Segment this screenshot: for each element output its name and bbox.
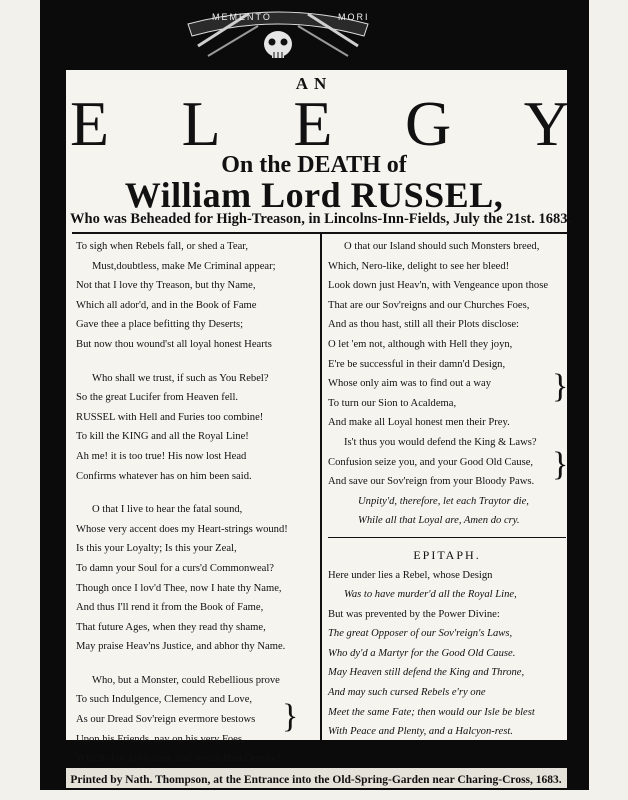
poem-line: O that our Island should such Monsters breed, bbox=[344, 241, 540, 252]
poem-line: Upon his Friends, nay on his very Foes, bbox=[76, 733, 245, 745]
poem-line: As our Dread Sov'reign evermore bestows bbox=[76, 714, 256, 726]
poem-line: To damn your Soul for a curs'd Commonweal? bbox=[76, 562, 274, 574]
poem-line: Look down just Heav'n, with Vengeance upon those bbox=[328, 280, 549, 292]
mourning-border-left bbox=[40, 40, 66, 758]
elegy-letter: G bbox=[404, 88, 452, 159]
poem-line: To such Indulgence, Clemency and Love, bbox=[76, 694, 253, 706]
elegy-letter: Y bbox=[523, 88, 570, 159]
poem-line: That are our Sov'reigns and our Churches Foes, bbox=[328, 299, 530, 311]
epitaph-line: The great Opposer of our Sov'reign's Laws, bbox=[328, 628, 513, 640]
title-on-the-death: On the DEATH of bbox=[221, 152, 407, 178]
poem-line: Not that I love thy Treason, but thy Name, bbox=[76, 280, 256, 292]
poem-line: Gave thee a place befitting thy Deserts; bbox=[76, 319, 244, 331]
epitaph-line: And may such cursed Rebels e'ry one bbox=[328, 687, 486, 699]
poem-line: Whose very accent does my Heart-strings wound! bbox=[76, 523, 288, 535]
epitaph-line: But was prevented by the Power Divine: bbox=[328, 608, 500, 620]
stanza-4 bbox=[76, 671, 316, 769]
column-divider bbox=[320, 234, 322, 740]
poem-line: Confirms whatever has on him been said. bbox=[76, 470, 252, 482]
poem-line: Which all ador'd, and in the Book of Fame bbox=[76, 299, 257, 311]
brace-mark: } bbox=[552, 368, 569, 405]
poem-line: And thus I'll rend it from the Book of Fame, bbox=[76, 602, 264, 614]
poem-line: Which, Nero-like, delight to see her bleed! bbox=[328, 260, 510, 272]
stanza-1 bbox=[76, 237, 316, 355]
stanza-2 bbox=[76, 369, 316, 487]
poem-line: Confusion seize you, and your Good Old Cause, bbox=[328, 456, 534, 468]
poem-line: Must,doubtless, make Me Criminal appear; bbox=[92, 260, 276, 272]
poem-line: And save our Sov'reign from your Bloody Paws. bbox=[328, 476, 535, 488]
epitaph-line: Was to have murder'd all the Royal Line, bbox=[344, 589, 517, 601]
poem-line: So the great Lucifer from Heaven fell. bbox=[76, 392, 239, 404]
ribbon-text-left: MEMENTO bbox=[212, 12, 272, 22]
poem-line: Who, but a Monster, could Rebellious prove bbox=[92, 674, 280, 686]
poem-line: Which slew his Father, and would Him Depose? bbox=[76, 753, 281, 765]
ribbon-text-right: MORI bbox=[338, 12, 370, 22]
poem-line: Is this your Loyalty; Is this your Zeal, bbox=[76, 543, 237, 555]
epitaph-rule bbox=[328, 537, 566, 538]
printer-imprint: Printed by Nath. Thompson, at the Entrance into the Old-Spring-Garden near Charing-Cross, 1683. bbox=[70, 774, 562, 786]
poem-line: May praise Heav'ns Justice, and abhor thy Name. bbox=[76, 641, 286, 653]
epitaph-title: EPITAPH. bbox=[413, 547, 481, 562]
title-an: AN bbox=[295, 74, 333, 93]
epitaph-line: Meet the same Fate; then would our Isle be blest bbox=[328, 706, 535, 718]
poem-line: To turn our Sion to Acaldema, bbox=[328, 397, 457, 409]
title-elegy bbox=[70, 88, 570, 159]
poem-line: Unpity'd, therefore, let each Traytor die, bbox=[358, 495, 529, 507]
brace-mark: } bbox=[552, 446, 569, 483]
subtitle: Who was Beheaded for High-Treason, in Lincolns-Inn-Fields, July the 21st. 1683. bbox=[70, 211, 572, 227]
stanza-gap bbox=[76, 486, 316, 500]
epitaph-line: May Heaven still defend the King and Throne, bbox=[328, 667, 525, 679]
poem-line: RUSSEL with Hell and Furies too combine! bbox=[76, 411, 264, 423]
elegy-letter: E bbox=[70, 88, 110, 159]
epitaph-line: Here under lies a Rebel, whose Design bbox=[328, 569, 493, 581]
poem-line: To sigh when Rebels fall, or shed a Tear, bbox=[76, 241, 249, 252]
poem-line: Ah me! it is too true! His now lost Head bbox=[76, 450, 247, 462]
poem-line: Is't thus you would defend the King & Laws? bbox=[344, 436, 537, 448]
title-name: William Lord RUSSEL, bbox=[124, 175, 504, 215]
brace-mark: } bbox=[282, 698, 299, 735]
poem-line: While all that Loyal are, Amen do cry. bbox=[358, 515, 520, 527]
stanza-gap bbox=[76, 657, 316, 671]
stanza-3 bbox=[76, 500, 316, 657]
poem-line: Though once I lov'd Thee, now I hate thy Name, bbox=[76, 582, 282, 594]
poem-line: E're be successful in their damn'd Design, bbox=[328, 358, 506, 370]
stanza-gap bbox=[76, 355, 316, 369]
mourning-border-right bbox=[567, 40, 589, 758]
epitaph-line: Who dy'd a Martyr for the Good Old Cause. bbox=[328, 647, 516, 659]
left-column bbox=[76, 237, 316, 769]
poem-line: To kill the KING and all the Royal Line! bbox=[76, 431, 249, 443]
poem-line: But now thou wound'st all loyal honest Hearts bbox=[76, 338, 272, 350]
elegy-letter: E bbox=[293, 88, 333, 159]
poem-line: Who shall we trust, if such as You Rebel? bbox=[92, 372, 269, 384]
poem-line: Whose only aim was to find out a way bbox=[328, 378, 491, 390]
right-column bbox=[328, 237, 569, 742]
poem-line: That future Ages, when they read thy shame, bbox=[76, 621, 266, 633]
poem-line: O let 'em not, although with Hell they joyn, bbox=[328, 338, 513, 350]
poem-line: And make all Loyal honest men their Prey. bbox=[328, 417, 510, 429]
poem-line: And as thou hast, still all their Plots disclose: bbox=[328, 319, 519, 331]
epitaph-line: With Peace and Plenty, and a Halcyon-rest. bbox=[328, 726, 513, 738]
poem-line: O that I live to hear the fatal sound, bbox=[92, 504, 243, 516]
elegy-letter: L bbox=[181, 88, 221, 159]
